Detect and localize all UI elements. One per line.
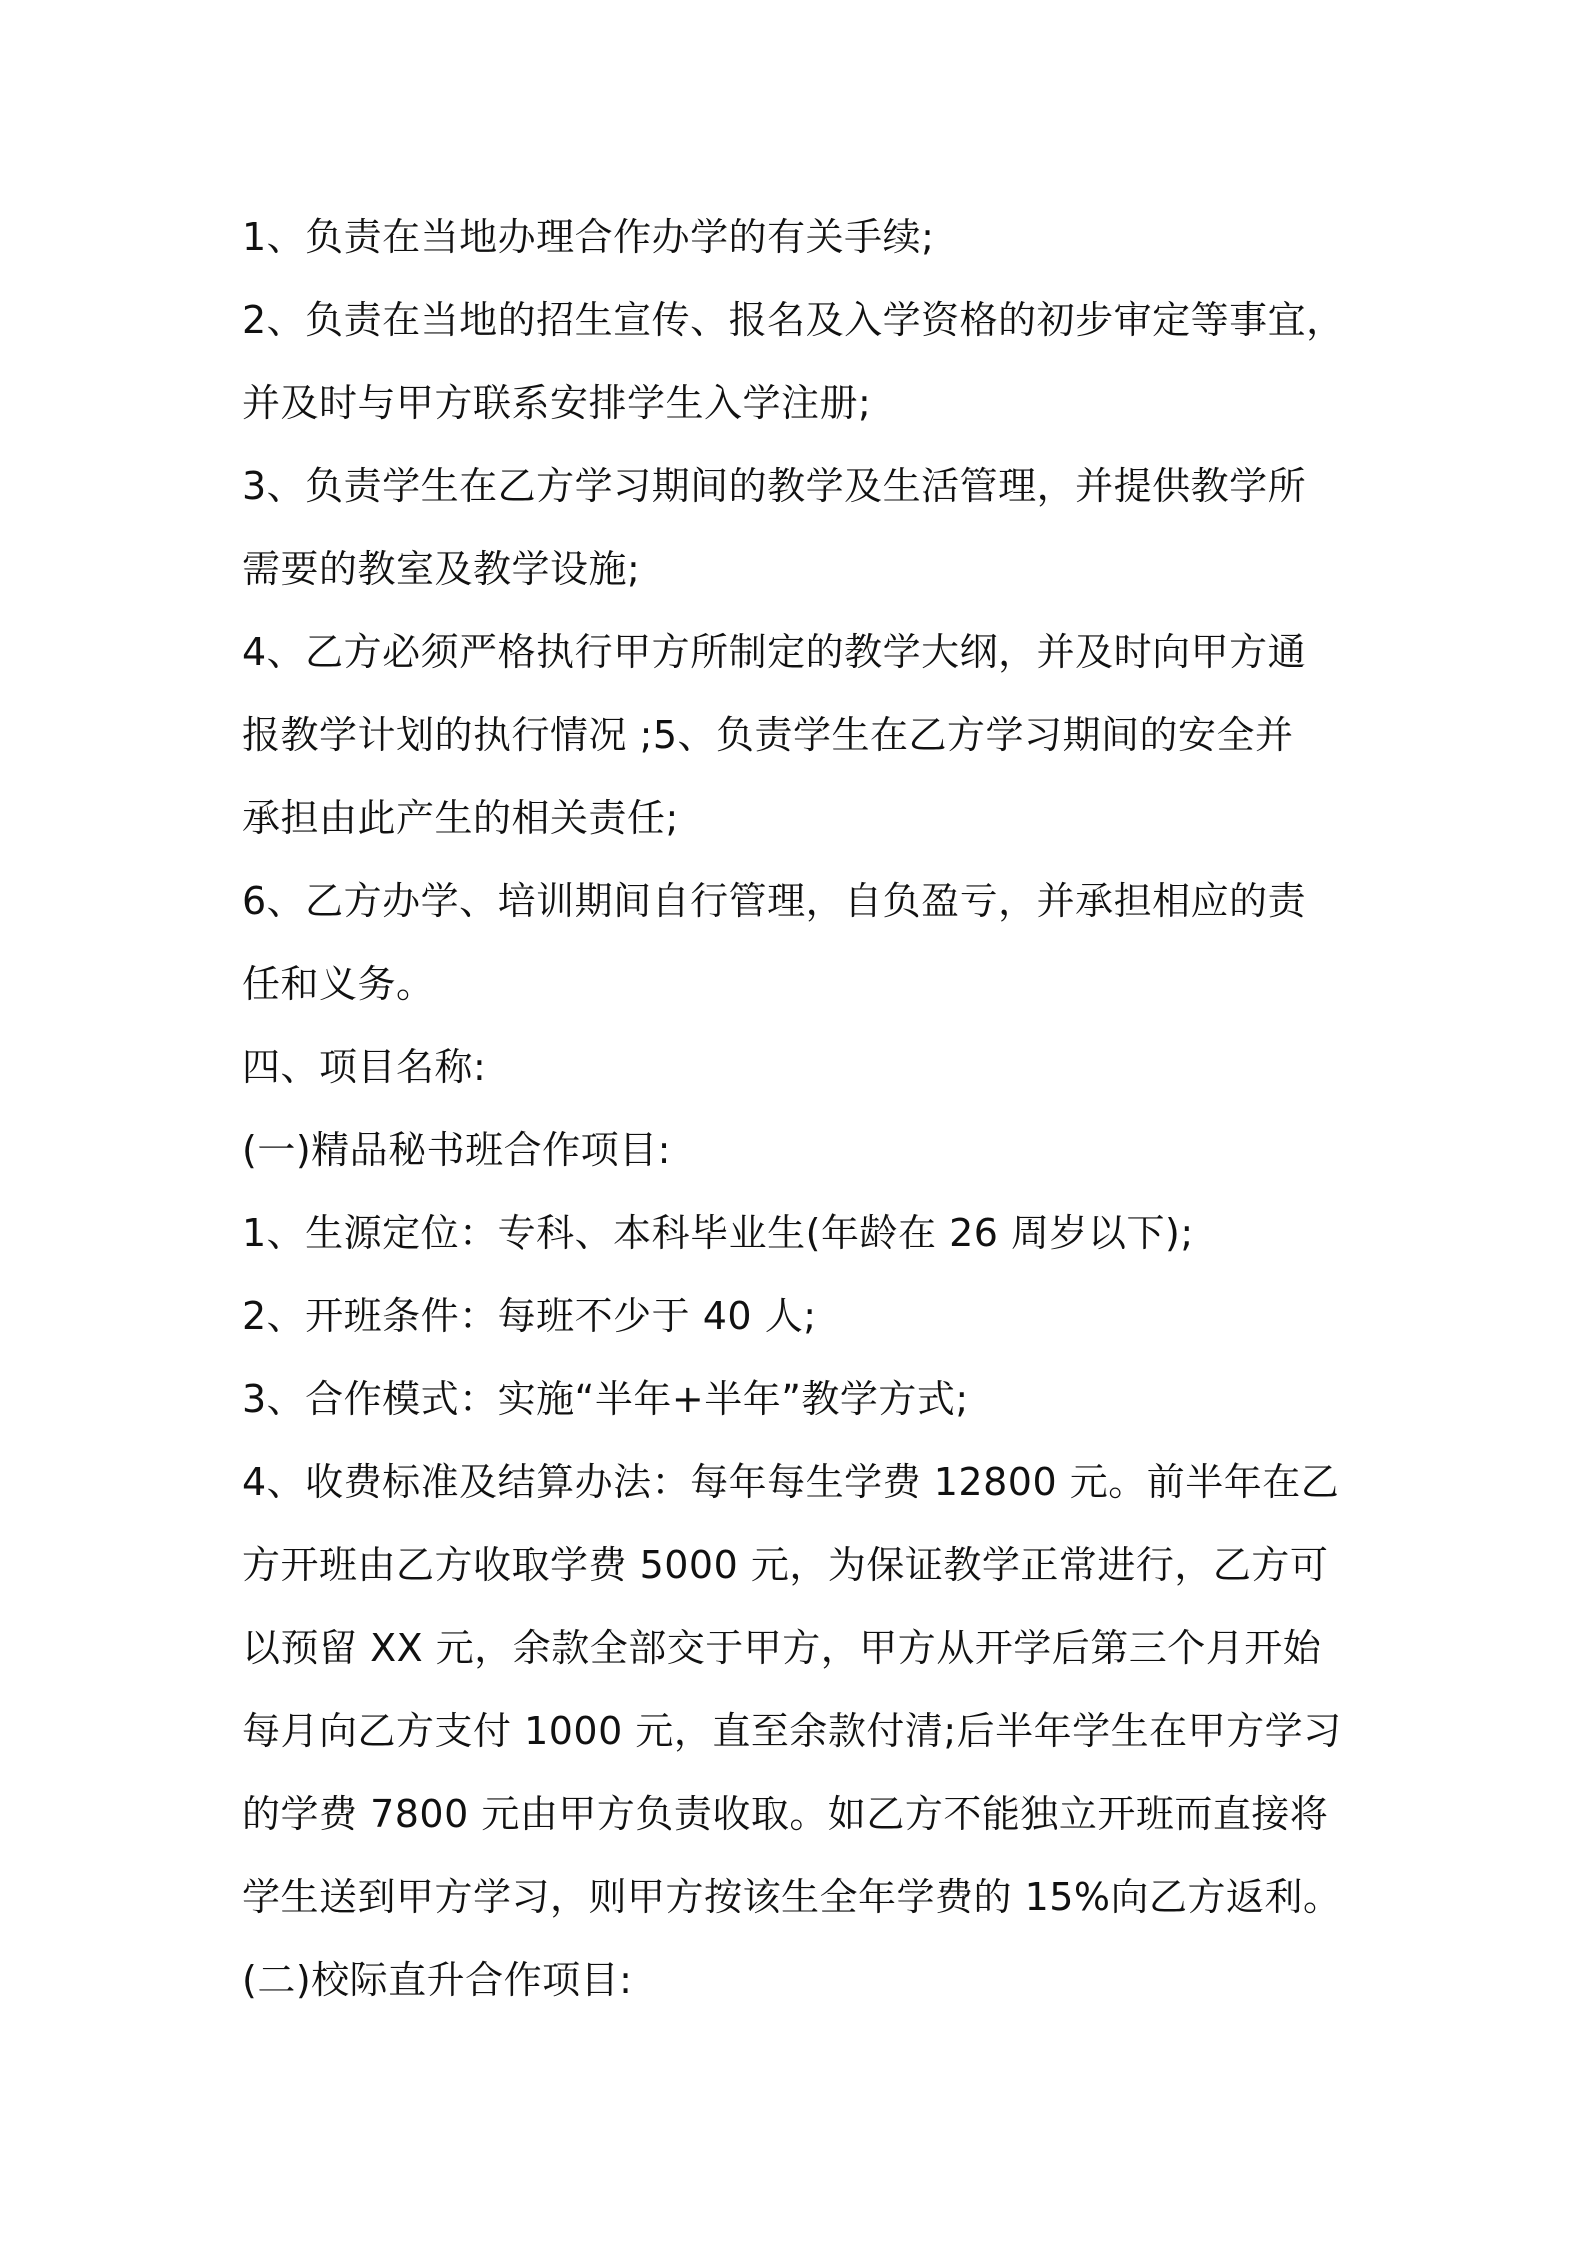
text-line-21: 学生送到甲方学习，则甲方按该生全年学费的 15%向乙方返利。 — [242, 1875, 1342, 1919]
text-line-4: 3、负责学生在乙方学习期间的教学及生活管理，并提供教学所 — [242, 464, 1307, 508]
text-line-2: 2、负责在当地的招生宣传、报名及入学资格的初步审定等事宜， — [242, 298, 1345, 342]
text-line-15: 3、合作模式：实施“半年+半年”教学方式; — [242, 1377, 969, 1421]
text-line-17: 方开班由乙方收取学费 5000 元，为保证教学正常进行，乙方可 — [242, 1543, 1329, 1587]
text-line-20: 的学费 7800 元由甲方负责收取。如乙方不能独立开班而直接将 — [242, 1792, 1329, 1836]
text-line-9: 6、乙方办学、培训期间自行管理，自负盈亏，并承担相应的责 — [242, 879, 1307, 923]
subsection-heading-2: (二)校际直升合作项目: — [242, 1958, 633, 2002]
document-body — [242, 196, 1362, 2022]
text-line-6: 4、乙方必须严格执行甲方所制定的教学大纲，并及时向甲方通 — [242, 630, 1307, 674]
text-line-3: 并及时与甲方联系安排学生入学注册; — [242, 381, 872, 425]
text-line-1: 1、负责在当地办理合作办学的有关手续; — [242, 215, 935, 259]
text-line-19: 每月向乙方支付 1000 元，直至余款付清;后半年学生在甲方学习 — [242, 1709, 1342, 1753]
text-line-8: 承担由此产生的相关责任; — [242, 796, 679, 840]
text-line-16: 4、收费标准及结算办法：每年每生学费 12800 元。前半年在乙 — [242, 1460, 1340, 1504]
text-line-18: 以预留 XX 元，余款全部交于甲方，甲方从开学后第三个月开始 — [242, 1626, 1322, 1670]
text-line-7: 报教学计划的执行情况 ;5、负责学生在乙方学习期间的安全并 — [242, 713, 1294, 757]
text-line-5: 需要的教室及教学设施; — [242, 547, 641, 591]
text-line-10: 任和义务。 — [242, 962, 435, 1006]
text-line-14: 2、开班条件：每班不少于 40 人; — [242, 1294, 817, 1338]
section-heading-4: 四、项目名称: — [242, 1045, 487, 1089]
subsection-heading-1: (一)精品秘书班合作项目: — [242, 1128, 671, 1172]
text-line-13: 1、生源定位：专科、本科毕业生(年龄在 26 周岁以下); — [242, 1211, 1194, 1255]
